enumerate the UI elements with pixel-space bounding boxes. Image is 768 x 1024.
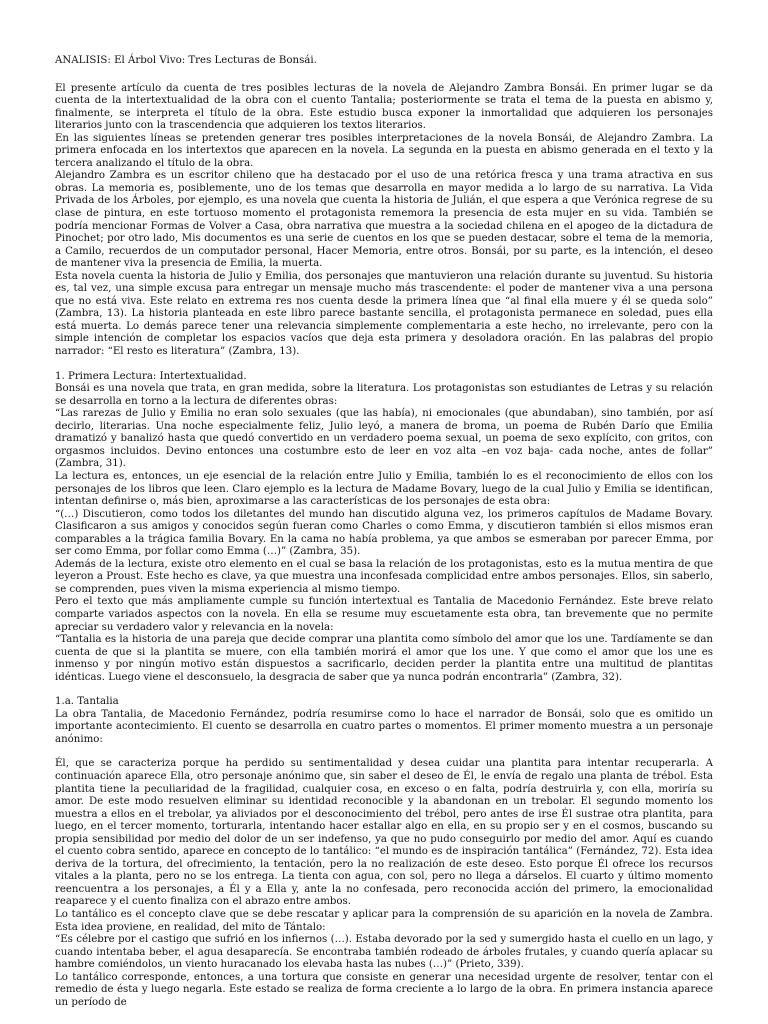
intro-paragraph: El presente artículo da cuenta de tres posibles lecturas de la novela de Alejandro Zambra Bonsái. En primer lugar se da cuenta de la intertextualidad de la obra con el cuento Tantalia; posteriormente se trata el tema de la puesta en abismo y, finalmente, se interpreta el título de la obra. Este estudio busca exponer la inmortalidad que adquieren los personajes literarios junto con la trascendencia que adquieren los textos literarios. xyxy=(55,82,713,132)
section-paragraph: Lo tantálico es el concepto clave que se debe rescatar y aplicar para la comprensión de su aparición en la novela de Zambra. Esta idea proviene, en realidad, del mito de Tántalo: xyxy=(55,909,713,933)
intro-paragraph: En las siguientes líneas se pretenden generar tres posibles interpretaciones de la novela Bonsái, de Alejandro Zambra. La primera enfocada en los intertextos que aparecen en la novela. La segunda en la puesta en abismo generada en el texto y la tercera analizando el título de la obra. xyxy=(55,132,713,169)
spacer xyxy=(55,746,713,758)
intro-paragraph: Esta novela cuenta la historia de Julio y Emilia, dos personajes que mantuvieron una relación durante su juventud. Su historia es, tal vez, una simple excusa para entregar un mensaje mucho más trascendente: el poder de mantener viva a una persona que no está viva. Este relato en extrema res nos cuenta desde la primera línea que “al final ella muere y él se queda solo” (Zambra, 13). La historia planteada en este libro parece bastante sencilla, el protagonista permanece en soledad, pues ella está muerta. Lo demás parece tener una relevancia simplemente complementaria a este hecho, no irrelevante, pero con la simple intención de completar los espacios vacíos que deja esta primera y desoladora oración. En las palabras del propio narrador: “El resto es literatura” (Zambra, 13). xyxy=(55,270,713,358)
section-paragraph: Además de la lectura, existe otro elemento en el cual se basa la relación de los protagonistas, esto es la mutua mentira de que leyeron a Proust. Este hecho es clave, ya que muestra una inconfesada complicidad entre ambos personajes. Ellos, sin saberlo, se comprenden, pues viven la misma experiencia al mismo tiempo. xyxy=(55,558,713,595)
section-heading: 1. Primera Lectura: Intertextualidad. xyxy=(55,370,247,382)
section-paragraph: La lectura es, entonces, un eje esencial de la relación entre Julio y Emilia, también lo es el reconocimiento de ellos con los personajes de los libros que leen. Claro ejemplo es la lectura de Madame Bovary, luego de la cual Julio y Emilia se identifican, intentan definirse o, más bien, aproximarse a las características de los personajes de esta obra: xyxy=(55,470,713,508)
subsection-heading: 1.a. Tantalia xyxy=(55,696,119,708)
spacer xyxy=(55,359,713,371)
document-title: ANALISIS: El Árbol Vivo: Tres Lecturas de Bonsái. xyxy=(55,55,317,66)
section-paragraph: Lo tantálico corresponde, entonces, a una tortura que consiste en generar una necesidad urgente de resolver, tentar con el remedio de ésta y luego negarla. Este estado se realiza de forma creciente a lo largo de la obra. En primera instancia aparece un período de xyxy=(55,971,713,1008)
spacer xyxy=(55,684,713,696)
section-paragraph: Él, que se caracteriza porque ha perdido su sentimentalidad y desea cuidar una plantita para intentar recuperarla. A continuación aparece Ella, otro personaje anónimo que, sin saber el deseo de Él, le envía de regalo una planta de trébol. Esta plantita tiene la peculiaridad de la fragilidad, cualquier cosa, en exceso o en falta, podría destruirla y, con ella, moriría su amor. De este modo resuelven eliminar su identidad reconocible y la abandonan en un trebolar. El segundo momento los muestra a ellos en el trebolar, ya aliviados por el desconocimiento del trébol, pero antes de irse Él sustrae otra plantita, para luego, en el tercer momento, torturarla, intentando hacer estallar algo en ella, en su propio ser y en el cosmos, buscando su propia sensibilidad por medio del dolor de un ser indefenso, ya que no pudo conseguirlo por medio del amor. Aquí es cuando el cuento cobra sentido, aparece en concepto de lo tantálico: “el mundo es de inspiración tantálica” (Fernández, 72). Esta idea deriva de la tortura, del ofrecimiento, la tentación, pero la no realización de este deseo. Esto porque Él ofrece los recursos vitales a la planta, pero no se los entrega. La tienta con agua, con sol, pero no llega a dárselos. El cuarto y último momento reencuentra a los personajes, a Él y a Ella y, ante la no confesada, pero reconocida acción del primero, la emocionalidad reaparece y el cuento finaliza con el abrazo entre ambos. xyxy=(55,758,713,908)
intro-paragraph: Alejandro Zambra es un escritor chileno que ha destacado por el uso de una retórica fresca y una trama atractiva en sus obras. La memoria es, posiblemente, uno de los temas que desarrolla en mayor medida a lo largo de su narrativa. La Vida Privada de los Árboles, por ejemplo, es una novela que cuenta la historia de Julián, el que espera a que Verónica regrese de su clase de pintura, en este tortuoso momento el protagonista rememora la presencia de esta mujer en su vida. También se podría mencionar Formas de Volver a Casa, obra narrativa que muestra a la sociedad chilena en el apogeo de la dictadura de Pinochet; por otro lado, Mis documentos es una serie de cuentos en los que se pueden destacar, sobre el tema de la memoria, a Camilo, recuerdos de un computador personal, Hacer Memoria, entre otros. Bonsái, por su parte, es la intención, el deseo de mantener viva la presencia de Emilia, la muerta. xyxy=(55,170,713,270)
block-quote: “Es célebre por el castigo que sufrió en los infiernos (…). Estaba devorado por la sed y sumergido hasta el cuello en un lago, y cuando intentaba beber, el agua desaparecía. Se encontraba también rodeado de árboles frutales, y cuando quería aplacar su hambre comiéndolos, un viento huracanado los elevaba hasta las nubes (…)” (Prieto, 339). xyxy=(55,934,713,971)
block-quote: “(…) Discutieron, como todos los diletantes del mundo han discutido alguna vez, los primeros capítulos de Madame Bovary. Clasificaron a sus amigos y conocidos según fueran como Charles o como Emma, y discutieron también si ellos mismos eran comparables a la trágica familia Bovary. En la cama no había problema, ya que ambos se esmeraban por parecer Emma, por ser como Emma, por follar como Emma (…)” (Zambra, 35). xyxy=(55,508,713,558)
block-quote: “Tantalia es la historia de una pareja que decide comprar una plantita como símbolo del amor que los une. Tardíamente se dan cuenta de que si la plantita se muere, con ella también morirá el amor que los une. Y que como el amor que los une es inmenso y por ningún motivo están dispuestos a sacrificarlo, deciden perder la plantita entre una multitud de plantitas idénticas. Luego viene el desconsuelo, la desgracia de saber que ya nunca podrán encontrarla” (Zambra, 32). xyxy=(55,634,713,683)
document-page xyxy=(55,55,713,1009)
block-quote: “Las rarezas de Julio y Emilia no eran solo sexuales (que las había), ni emocionales (que abundaban), sino también, por así decirlo, literarias. Una noche especialmente feliz, Julio leyó, a manera de broma, un poema de Rubén Darío que Emilia dramatizó y banalizó hasta que quedó convertido en un verdadero poema sexual, un poema de sexo explícito, con gritos, con orgasmos incluidos. Devino entonces una costumbre esto de leer en voz alta –en voz baja- cada noche, antes de follar” (Zambra, 31). xyxy=(55,408,713,470)
section-paragraph: Bonsái es una novela que trata, en gran medida, sobre la literatura. Los protagonistas son estudiantes de Letras y su relación se desarrolla en torno a la lectura de diferentes obras: xyxy=(55,383,713,407)
section-paragraph: La obra Tantalia, de Macedonio Fernández, podría resumirse como lo hace el narrador de Bonsái, solo que es omitido un importante acontecimiento. El cuento se desarrolla en cuatro partes o momentos. El primer momento muestra a un personaje anónimo: xyxy=(55,708,713,745)
section-paragraph: Pero el texto que más ampliamente cumple su función intertextual es Tantalia de Macedonio Fernández. Este breve relato comparte variados aspectos con la novela. En ella se resume muy escuetamente esta obra, tan brevemente que no permite apreciar su verdadero valor y relevancia en la novela: xyxy=(55,596,713,633)
